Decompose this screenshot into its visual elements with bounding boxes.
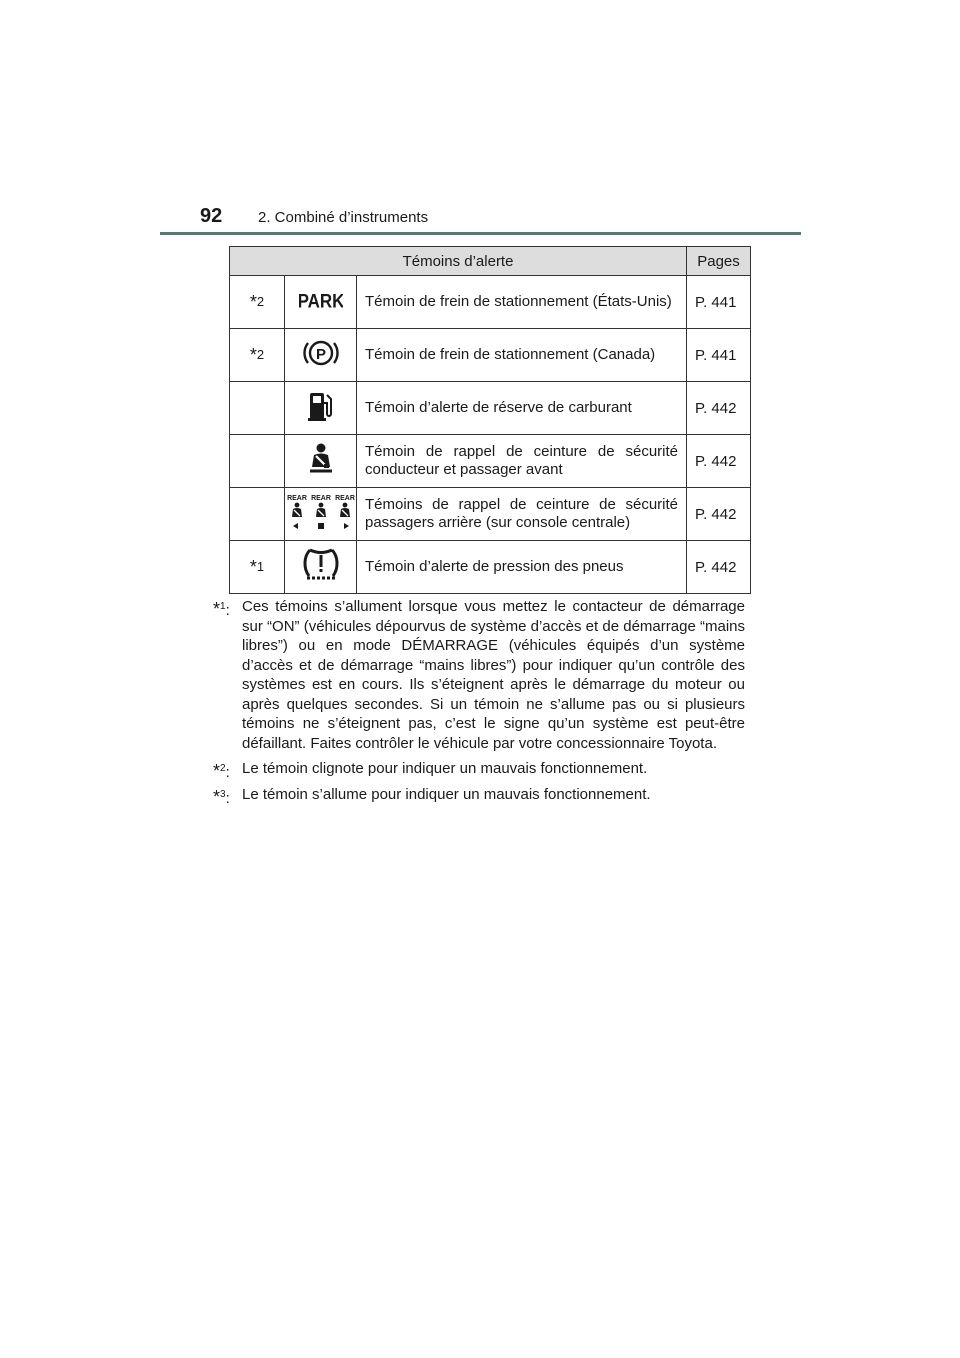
warning-description: Témoin d’alerte de réserve de carburant — [357, 382, 687, 435]
table-header-row — [230, 247, 751, 276]
table-row — [230, 276, 751, 329]
park-brake-usa-icon — [285, 276, 357, 329]
column-header-warnings: Témoins d’alerte — [230, 247, 687, 276]
fuel-pump-icon — [285, 382, 357, 435]
table-row — [230, 541, 751, 594]
footnote-label: *$^1$: — [213, 599, 230, 619]
page-reference: P. 442 — [687, 541, 751, 594]
footnote-ref — [230, 435, 285, 488]
page-reference: P. 441 — [687, 329, 751, 382]
page-reference: P. 442 — [687, 382, 751, 435]
table-row — [230, 382, 751, 435]
tire-pressure-icon — [285, 541, 357, 594]
footnotes — [213, 597, 745, 810]
footnote-label: *$^3$: — [213, 786, 230, 807]
seatbelt-icon — [285, 435, 357, 488]
rear-seatbelt-icon — [285, 488, 357, 541]
footnote-ref: *2 — [230, 329, 285, 382]
footnote-text: Le témoin clignote pour indiquer un mauvais fonctionnement. — [242, 760, 648, 777]
warning-description: Témoins de rappel de ceinture de sécurité passagers arrière (sur console centrale) — [357, 488, 687, 541]
warning-description: Témoin de frein de stationnement (États-Unis) — [357, 276, 687, 329]
footnote-label: *$^2$: — [213, 761, 230, 781]
section-title: 2. Combiné d’instruments — [258, 209, 429, 226]
svg-text:P: P — [315, 346, 326, 363]
table-row — [230, 435, 751, 488]
footnote — [213, 597, 745, 753]
header-divider — [160, 232, 801, 235]
column-header-pages: Pages — [687, 247, 751, 276]
footnote-ref: *1 — [230, 541, 285, 594]
footnote-ref: *2 — [230, 276, 285, 329]
table-row — [230, 488, 751, 541]
footnote-ref — [230, 488, 285, 541]
warning-description: Témoin d’alerte de pression des pneus — [357, 541, 687, 594]
warning-lights-table — [229, 246, 751, 594]
page-reference: P. 442 — [687, 435, 751, 488]
footnote-text: Le témoin s’allume pour indiquer un mauvais fonctionnement. — [242, 785, 651, 803]
warning-description: Témoin de rappel de ceinture de sécurité conducteur et passager avant — [357, 435, 687, 488]
table-row — [230, 329, 751, 382]
footnote-ref — [230, 382, 285, 435]
park-brake-canada-icon — [285, 329, 357, 382]
page-number: 92 — [200, 205, 223, 227]
warning-description: Témoin de frein de stationnement (Canada) — [357, 329, 687, 382]
svg-text:REAR: REAR — [335, 495, 355, 502]
svg-text:REAR: REAR — [287, 495, 307, 502]
footnote — [213, 785, 745, 805]
svg-text:PARK: PARK — [298, 289, 343, 312]
page-reference: P. 442 — [687, 488, 751, 541]
footnote-text: Ces témoins s’allument lorsque vous mettez le contacteur de démarrage sur “ON” (véhicules dépourvus de système d’accès et de démarrage “mains libres”) ou en mode DÉMARRAGE (véhicules équipés d’un système d’accès et de démarrage “mains libres”) pour indiquer qu’un contrôle des systèmes est en cours. Ils s’éteignent après le démarrage du moteur ou après quelques secondes. Si un témoin ne s’allume pas ou si plusieurs témoins ne s’éteignent pas, c’est le signe qu’un système est peut-être défaillant. Faites contrôler le véhicule par votre concessionnaire Toyota. — [242, 598, 745, 752]
page-header — [200, 205, 800, 231]
page-reference: P. 441 — [687, 276, 751, 329]
footnote — [213, 759, 745, 779]
svg-text:REAR: REAR — [311, 495, 331, 502]
